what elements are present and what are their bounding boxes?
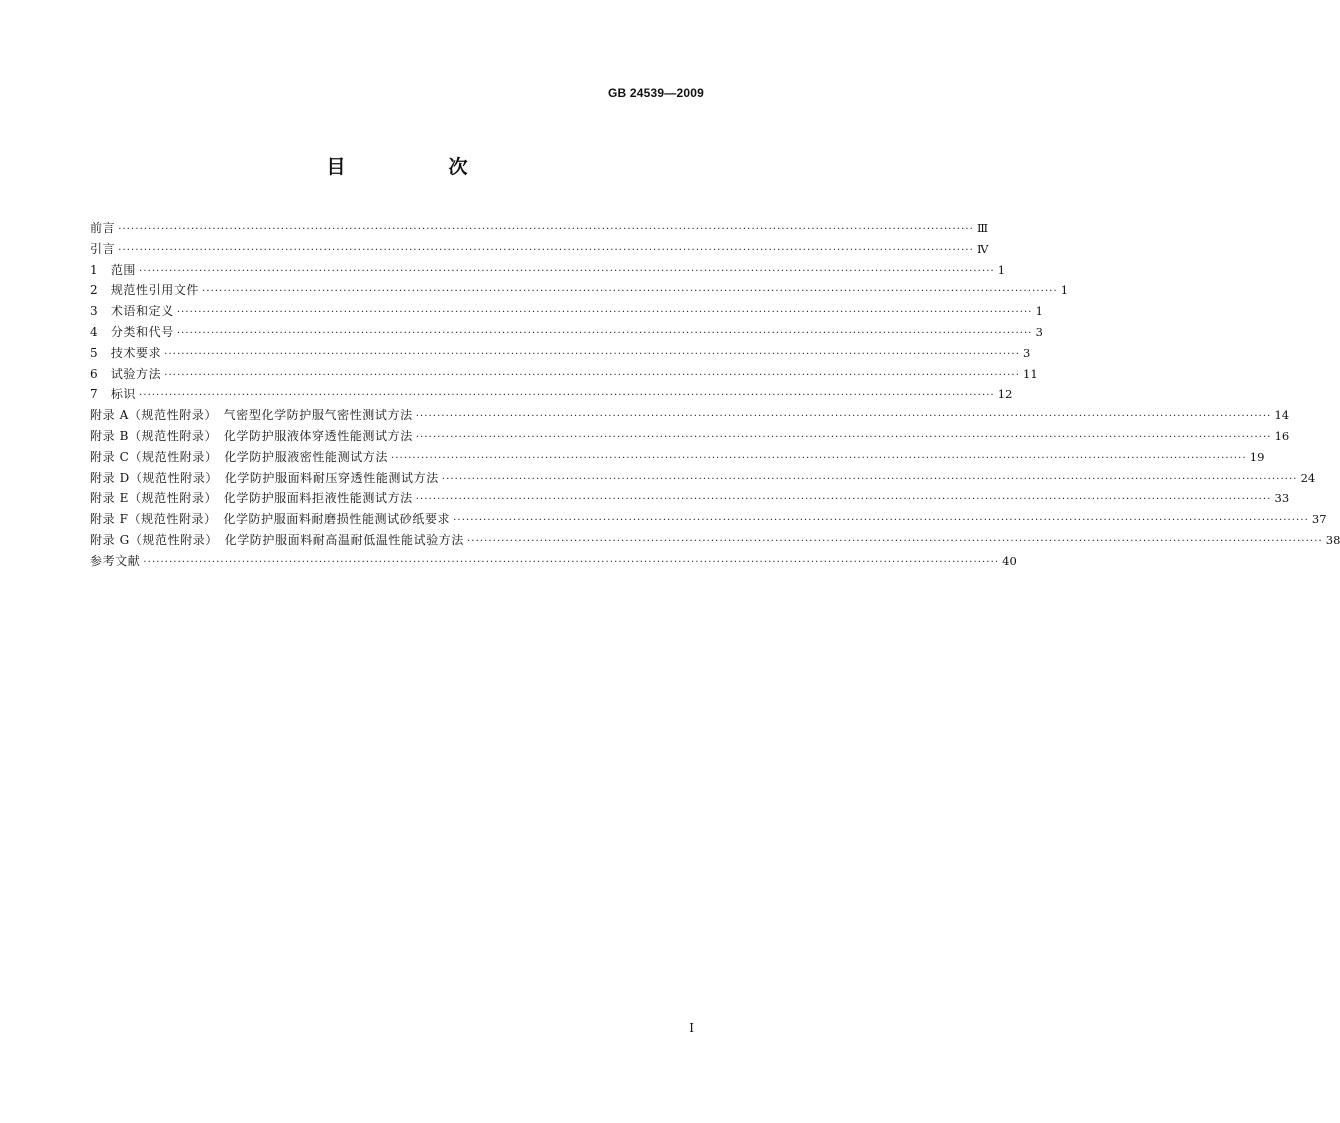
dot-leader: ········································································································································································································ [118, 224, 974, 235]
toc-entry-page: 1 [1035, 304, 1043, 319]
standard-code: GB 24539—2009 [608, 86, 704, 100]
toc-entry-label: 2 规范性引用文件 [90, 283, 200, 298]
toc-entry-label: 1 范围 [90, 262, 137, 277]
toc-entry-scope[interactable] [90, 260, 1006, 281]
toc-entry-normative-references[interactable] [90, 280, 1069, 301]
dot-leader: ········································································································································································································ [139, 265, 995, 277]
toc-entry-classification[interactable] [90, 322, 1043, 343]
toc-entry-page: 12 [997, 387, 1013, 402]
toc-entry-page: 1 [1060, 283, 1069, 298]
toc-entry-page: 24 [1300, 470, 1316, 485]
toc-entry-page: 33 [1274, 491, 1290, 506]
toc-entry-page: 1 [997, 262, 1006, 277]
toc-entry-annex-g[interactable] [90, 530, 1340, 551]
toc-entry-page: 16 [1274, 428, 1290, 443]
dot-leader: ········································································································································································································ [118, 244, 974, 256]
toc-entry-foreword[interactable] [90, 218, 989, 239]
page-title: 目 次 [326, 156, 510, 178]
dot-leader: ········································································································································································································ [441, 473, 1298, 485]
toc-entry-page: 38 [1325, 532, 1340, 547]
dot-leader: ········································································································································································································ [176, 307, 1033, 319]
dot-leader: ········································································································································································································ [391, 452, 1247, 464]
toc-entry-label: 4 分类和代号 [90, 324, 174, 339]
toc-entry-annex-e[interactable] [90, 488, 1290, 509]
toc-entry-label: 附录 F（规范性附录） 化学防护服面料耐磨损性能测试砂纸要求 [90, 512, 451, 527]
table-of-contents [90, 218, 1340, 572]
toc-entry-page: 37 [1311, 512, 1327, 527]
dot-leader: ········································································································································································································ [415, 494, 1272, 506]
toc-entry-label: 附录 B（规范性附录） 化学防护服液体穿透性能测试方法 [90, 428, 413, 443]
dot-leader: ········································································································································································································ [164, 348, 1020, 360]
toc-entry-label: 附录 G（规范性附录） 化学防护服面料耐高温耐低温性能试验方法 [90, 532, 465, 547]
toc-entry-page: Ⅳ [976, 241, 989, 256]
dot-leader: ········································································································································································································ [139, 390, 995, 402]
toc-entry-label: 参考文献 [90, 553, 141, 568]
toc-entry-label: 附录 C（规范性附录） 化学防护服液密性能测试方法 [90, 449, 388, 464]
dot-leader: ········································································································································································································ [415, 411, 1272, 423]
dot-leader: ········································································································································································································ [467, 535, 1323, 547]
toc-entry-annex-d[interactable] [90, 468, 1316, 489]
toc-entry-test-methods[interactable] [90, 364, 1038, 385]
toc-entry-annex-b[interactable] [90, 426, 1290, 447]
toc-entry-page: Ⅲ [976, 221, 989, 235]
dot-leader: ········································································································································································································ [453, 515, 1309, 527]
toc-entry-label: 附录 D（规范性附录） 化学防护服面料耐压穿透性能测试方法 [90, 470, 439, 485]
toc-entry-page: 3 [1023, 345, 1031, 360]
dot-leader: ········································································································································································································ [143, 556, 1000, 568]
toc-entry-annex-f[interactable] [90, 509, 1327, 530]
toc-entry-label: 附录 A（规范性附录） 气密型化学防护服气密性测试方法 [90, 408, 413, 423]
toc-entry-annex-c[interactable] [90, 447, 1265, 468]
toc-entry-marking[interactable] [90, 384, 1013, 405]
toc-entry-page: 14 [1274, 408, 1290, 423]
toc-entry-bibliography[interactable] [90, 551, 1017, 572]
toc-entry-terms-definitions[interactable] [90, 301, 1043, 322]
toc-entry-label: 前言 [90, 221, 116, 235]
toc-entry-introduction[interactable] [90, 239, 989, 260]
toc-entry-label: 附录 E（规范性附录） 化学防护服面料拒液性能测试方法 [90, 491, 413, 506]
toc-entry-page: 40 [1002, 553, 1017, 568]
dot-leader: ········································································································································································································ [415, 431, 1272, 443]
toc-entry-label: 6 试验方法 [90, 366, 162, 381]
toc-entry-page: 11 [1023, 366, 1038, 381]
toc-entry-label: 3 术语和定义 [90, 304, 174, 319]
dot-leader: ········································································································································································································ [202, 286, 1058, 298]
page-number: I [689, 1021, 694, 1035]
toc-entry-requirements[interactable] [90, 343, 1031, 364]
dot-leader: ········································································································································································································ [164, 369, 1020, 381]
toc-entry-label: 引言 [90, 241, 116, 256]
toc-entry-annex-a[interactable] [90, 405, 1290, 426]
toc-entry-label: 5 技术要求 [90, 345, 162, 360]
toc-entry-page: 3 [1035, 324, 1043, 339]
toc-entry-label: 7 标识 [90, 387, 137, 402]
toc-entry-page: 19 [1249, 449, 1265, 464]
dot-leader: ········································································································································································································ [176, 327, 1033, 339]
